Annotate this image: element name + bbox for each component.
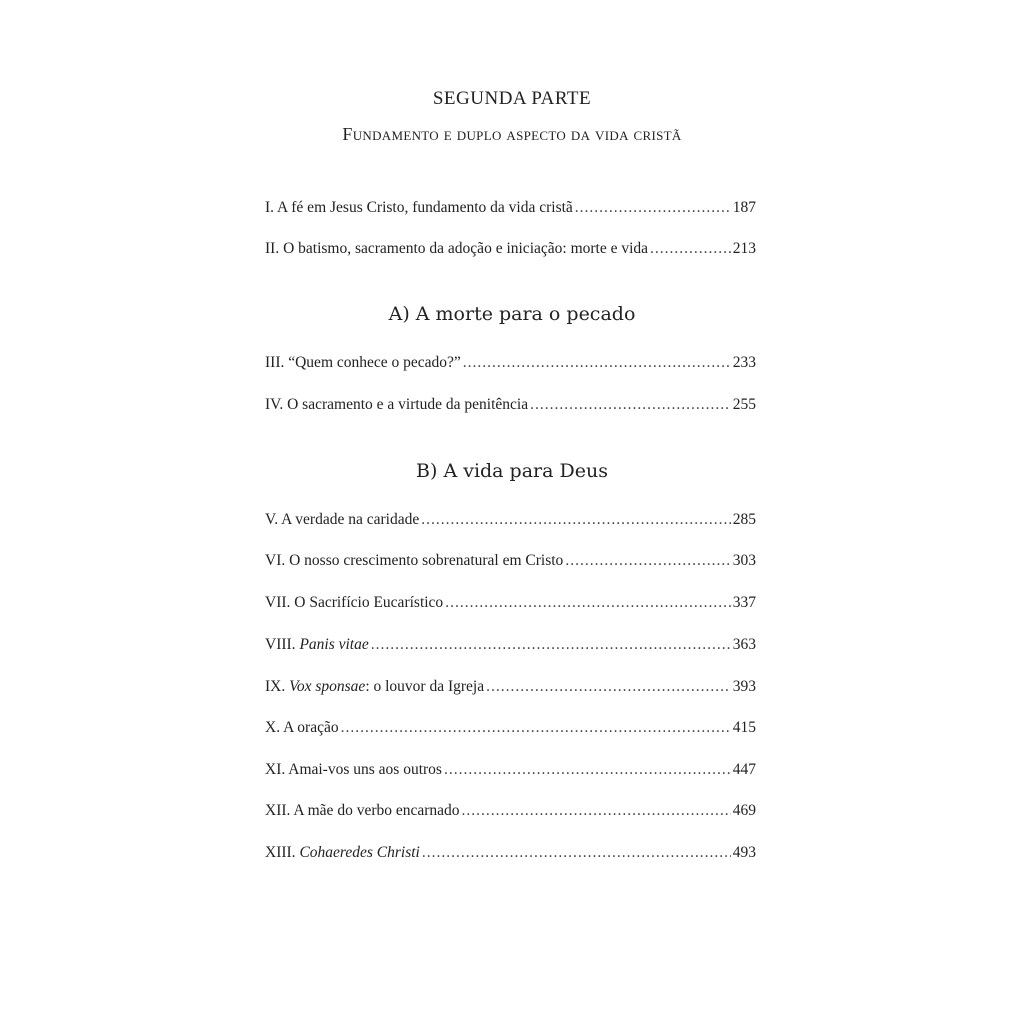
toc-page-number: 363	[732, 636, 756, 653]
toc-page-number: 285	[732, 511, 756, 528]
toc-leader-dots	[421, 511, 731, 529]
toc-entry[interactable]	[265, 802, 756, 826]
toc-leader-dots	[530, 396, 731, 414]
toc-entry[interactable]	[265, 678, 756, 702]
toc-entry-label: XI. Amai-vos uns aos outros	[265, 761, 442, 778]
toc-leader-dots	[462, 802, 731, 820]
toc-entry[interactable]	[265, 396, 756, 420]
toc-entry-label: IV. O sacramento e a virtude da penitência	[265, 396, 529, 413]
toc-entry[interactable]	[265, 636, 756, 660]
toc-page-number: 187	[732, 199, 756, 216]
toc-page-number: 213	[732, 240, 756, 257]
toc-entry-label: VIII. Panis vitae	[265, 636, 369, 653]
toc-entry-label: II. O batismo, sacramento da adoção e iniciação: morte e vida	[265, 240, 649, 257]
toc-entry[interactable]	[265, 719, 756, 743]
toc-entry-label: III. “Quem conhece o pecado?”	[265, 354, 461, 371]
toc-entry-label: XII. A mãe do verbo encarnado	[265, 802, 460, 819]
toc-entry[interactable]	[265, 354, 756, 378]
toc-entry[interactable]	[265, 199, 756, 223]
toc-leader-dots	[371, 636, 731, 654]
toc-leader-dots	[445, 594, 731, 612]
section-heading-b: B) A vida para Deus	[416, 460, 608, 482]
toc-page-number: 393	[732, 678, 756, 695]
toc-page-number: 415	[732, 719, 756, 736]
toc-page-number: 493	[732, 844, 756, 861]
toc-page-number: 303	[732, 552, 756, 569]
toc-entry-label: X. A oração	[265, 719, 339, 736]
toc-entry[interactable]	[265, 240, 756, 264]
toc-leader-dots	[575, 199, 731, 217]
toc-leader-dots	[341, 719, 731, 737]
toc-page-number: 447	[732, 761, 756, 778]
toc-entry[interactable]	[265, 761, 756, 785]
toc-entry[interactable]	[265, 552, 756, 576]
toc-entry-label: V. A verdade na caridade	[265, 511, 420, 528]
toc-entry-label: XIII. Cohaeredes Christi	[265, 844, 420, 861]
toc-page-number: 255	[732, 396, 756, 413]
toc-leader-dots	[650, 240, 731, 258]
toc-page-number: 233	[732, 354, 756, 371]
toc-leader-dots	[444, 761, 731, 779]
toc-entry[interactable]	[265, 844, 756, 868]
toc-leader-dots	[422, 844, 731, 862]
toc-entry-label: VI. O nosso crescimento sobrenatural em Cristo	[265, 552, 564, 569]
part-title: SEGUNDA PARTE	[432, 88, 592, 109]
toc-leader-dots	[486, 678, 731, 696]
section-heading-a: A) A morte para o pecado	[388, 303, 636, 325]
toc-leader-dots	[565, 552, 730, 570]
toc-entry-label: VII. O Sacrifício Eucarístico	[265, 594, 444, 611]
toc-page-number: 469	[732, 802, 756, 819]
toc-leader-dots	[463, 354, 731, 372]
toc-entry-label: IX. Vox sponsae: o louvor da Igreja	[265, 678, 485, 695]
toc-page-number: 337	[732, 594, 756, 611]
toc-entry[interactable]	[265, 594, 756, 618]
toc-entry[interactable]	[265, 511, 756, 535]
part-subtitle: Fundamento e duplo aspecto da vida cristã	[342, 124, 682, 144]
toc-entry-label: I. A fé em Jesus Cristo, fundamento da vida cristã	[265, 199, 573, 216]
